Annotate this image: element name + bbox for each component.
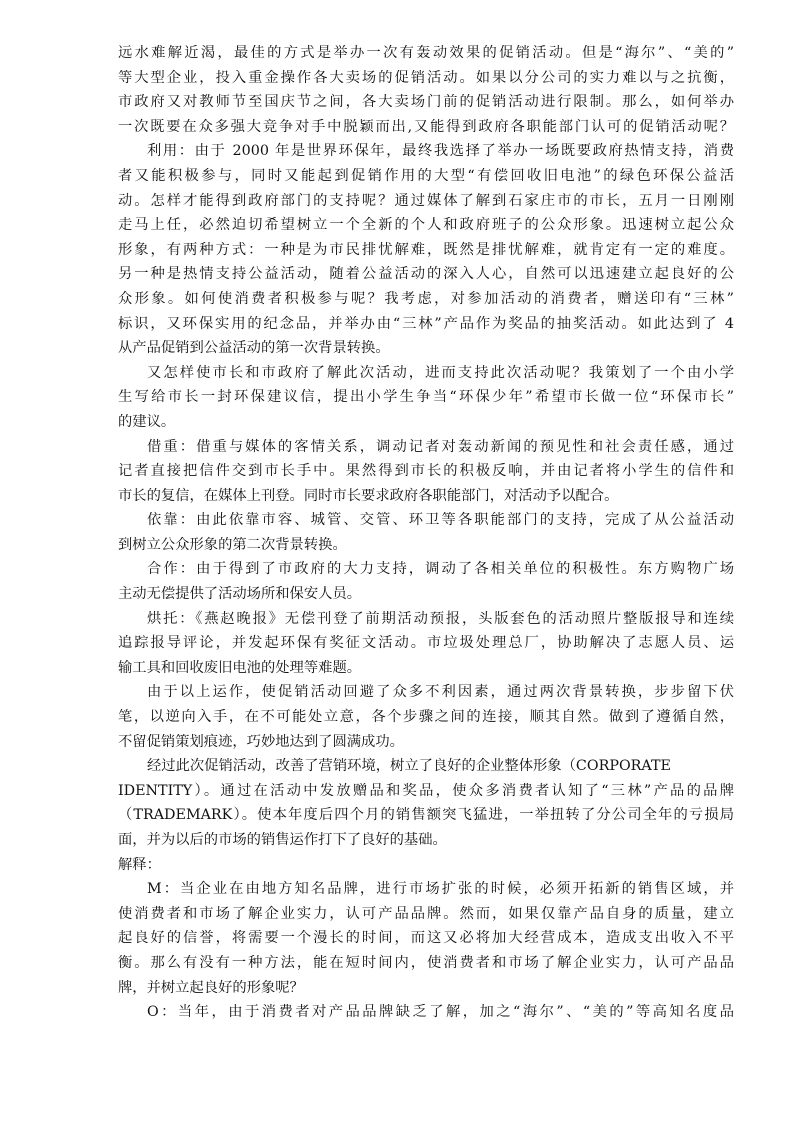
text-line: 记者直接把信件交到市长手中。果然得到市长的积极反响，并由记者将小学生的信件和 (118, 463, 734, 480)
text-line: 追踪报导评论，并发起环保有奖征文活动。市垃圾处理总厂，协助解决了志愿人员、运 (118, 635, 734, 652)
text-line: 市政府又对教师节至国庆节之间，各大卖场门前的促销活动进行限制。那么，如何举办 (118, 94, 734, 111)
text-line: 烘托：《燕赵晚报》无偿刊登了前期活动预报，头版套色的活动照片整版报导和连续 (147, 610, 734, 627)
text-line: 等大型企业，投入重金操作各大卖场的促销活动。如果以分公司的实力难以与之抗衡， (118, 69, 734, 86)
text-line: 一次既要在众多强大竞争对手中脱颖而出,又能得到政府各职能部门认可的促销活动呢？ (118, 118, 734, 135)
text-line: 解释： (118, 856, 161, 873)
text-line: 面，并为以后的市场的销售运作打下了良好的基础。 (118, 832, 447, 848)
text-line: 标识，又环保实用的纪念品，并举办由“三林”产品作为奖品的抽奖活动。如此达到了 4 (118, 315, 734, 332)
text-line: （TRADEMARK）。使本年度后四个月的销售额突飞猛进，一举扭转了分公司全年的亏损局 (118, 807, 734, 824)
text-line: 又怎样使市长和市政府了解此次活动，进而支持此次活动呢？我策划了一个由小学 (147, 364, 734, 381)
text-line: O：当年，由于消费者对产品品牌缺乏了解，加之“海尔”、“美的”等高知名度品 (147, 1004, 734, 1021)
text-line: 使消费者和市场了解企业实力，认可产品品牌。然而，如果仅靠产品自身的质量，建立 (118, 905, 734, 922)
text-line: 依靠：由此依靠市容、城管、交管、环卫等各职能部门的支持，完成了从公益活动 (147, 512, 734, 529)
text-line: 走马上任，必然迫切希望树立一个全新的个人和政府班子的公众形象。迅速树立起公众 (118, 217, 734, 234)
text-line: 起良好的信誉，将需要一个漫长的时间，而这又必将加大经营成本，造成支出收入不平 (118, 930, 734, 947)
text-line: 远水难解近渴，最佳的方式是举办一次有轰动效果的促销活动。但是“海尔”、“美的” (118, 45, 734, 61)
text-line: 衡。那么有没有一种方法，能在短时间内，使消费者和市场了解企业实力，认可产品品 (118, 954, 734, 971)
text-line: 主动无偿提供了活动场所和保安人员。 (118, 586, 362, 603)
text-line: IDENTITY）。通过在活动中发放赠品和奖品，使众多消费者认知了“三林”产品的品牌 (118, 782, 734, 799)
text-line: 动。怎样才能得到政府部门的支持呢？通过媒体了解到石家庄市的市长，五月一日刚刚 (118, 192, 734, 209)
text-line: 众形象。如何使消费者积极参与呢？我考虑，对参加活动的消费者，赠送印有“三林” (118, 290, 734, 307)
text-line: 牌，并树立起良好的形象呢？ (118, 979, 304, 996)
text-line: 者又能积极参与，同时又能起到促销作用的大型“有偿回收旧电池”的绿色环保公益活 (118, 167, 734, 184)
text-line: 从产品促销到公益活动的第一次背景转换。 (118, 340, 390, 357)
text-line: 的建议。 (118, 413, 176, 430)
text-line: 市长的复信，在媒体上刊登。同时市长要求政府各职能部门，对活动予以配合。 (118, 487, 619, 504)
text-line: 输工具和回收废旧电池的处理等难题。 (118, 659, 362, 676)
text-line: 不留促销策划痕迹，巧妙地达到了圆满成功。 (118, 733, 404, 750)
document-body (118, 41, 734, 1025)
text-line: 经过此次促销活动，改善了营销环境，树立了良好的企业整体形象（CORPORATE (147, 758, 671, 775)
text-line: 生写给市长一封环保建议信，提出小学生争当“环保少年”希望市长做一位“环保市长” (118, 389, 734, 406)
text-line: 到树立公众形象的第二次背景转换。 (118, 536, 347, 553)
text-line: 借重：借重与媒体的客情关系，调动记者对轰动新闻的预见性和社会责任感，通过 (147, 438, 734, 455)
text-line: 另一种是热情支持公益活动，随着公益活动的深入人心，自然可以迅速建立起良好的公 (118, 266, 734, 283)
text-line: M：当企业在由地方知名品牌，进行市场扩张的时候，必须开拓新的销售区域，并 (147, 881, 734, 898)
text-line: 由于以上运作，使促销活动回避了众多不利因素，通过两次背景转换，步步留下伏 (147, 684, 734, 701)
text-line: 利用：由于 2000 年是世界环保年，最终我选择了举办一场既要政府热情支持，消费 (147, 143, 734, 160)
text-line: 合作：由于得到了市政府的大力支持，调动了各相关单位的积极性。东方购物广场 (147, 561, 734, 578)
text-line: 形象，有两种方式：一种是为市民排忧解难，既然是排忧解难，就肯定有一定的难度。 (118, 241, 734, 258)
text-line: 笔，以逆向入手，在不可能处立意，各个步骤之间的连接，顺其自然。做到了遵循自然， (118, 709, 734, 726)
